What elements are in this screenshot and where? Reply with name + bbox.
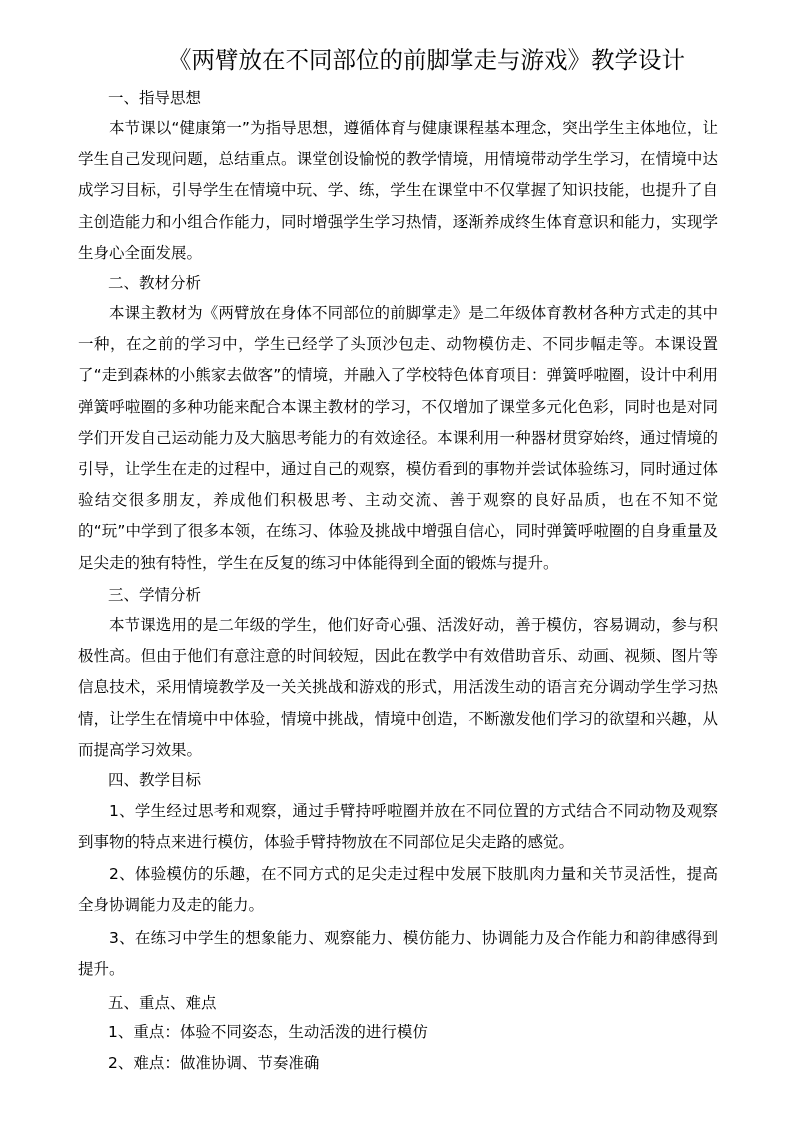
difficulty-line: 2、难点：做准协调、节奏准确	[108, 1054, 320, 1072]
paragraph-guiding-ideology: 本节课以“健康第一”为指导思想，遵循体育与健康课程基本理念，突出学生主体地位，让学生自己发现问题，总结重点。课堂创设愉悦的教学情境，用情境带动学生学习，在情境中达成学习目标，引导学生在情境中玩、学、练，学生在课堂中不仅掌握了知识技能，也提升了自主创造能力和小组合作能力，同时增强学生学习热情，逐渐养成终生体育意识和能力，实现学生身心全面发展。	[78, 119, 718, 262]
goal-item-1: 1、学生经过思考和观察，通过手臂持呼啦圈并放在不同位置的方式结合不同动物及观察到事物的特点来进行模仿，体验手臂持物放在不同部位足尖走路的感觉。	[78, 802, 718, 852]
section-heading-teaching-goals: 四、教学目标	[108, 771, 202, 789]
section-heading-key-points: 五、重点、难点	[108, 994, 217, 1012]
paragraph-student-analysis: 本节课选用的是二年级的学生，他们好奇心强、活泼好动，善于模仿，容易调动，参与积极性高。但由于他们有意注意的时间较短，因此在教学中有效借助音乐、动画、视频、图片等信息技术，采用情境教学及一关关挑战和游戏的形式，用活泼生动的语言充分调动学生学习热情，让学生在情境中中体验，情境中挑战，情境中创造，不断激发他们学习的欲望和兴趣，从而提高学习效果。	[78, 616, 718, 759]
goal-item-2: 2、体验模仿的乐趣，在不同方式的足尖走过程中发展下肢肌肉力量和关节灵活性，提高全身协调能力及走的能力。	[78, 865, 718, 915]
section-heading-guiding-ideology: 一、指导思想	[108, 89, 202, 107]
document-title: 《两臂放在不同部位的前脚掌走与游戏》教学设计	[168, 46, 685, 74]
section-heading-student-analysis: 三、学情分析	[108, 586, 202, 604]
key-point-line: 1、重点：体验不同姿态，生动活泼的进行模仿	[108, 1023, 428, 1041]
goal-item-3: 3、在练习中学生的想象能力、观察能力、模仿能力、协调能力及合作能力和韵律感得到提升。	[78, 929, 718, 979]
paragraph-material-analysis: 本课主教材为《两臂放在身体不同部位的前脚掌走》是二年级体育教材各种方式走的其中一种，在之前的学习中，学生已经学了头顶沙包走、动物模仿走、不同步幅走等。本课设置了“走到森林的小熊家去做客”的情境，并融入了学校特色体育项目：弹簧呼啦圈，设计中利用弹簧呼啦圈的多种功能来配合本课主教材的学习，不仅增加了课堂多元化色彩，同时也是对同学们开发自己运动能力及大脑思考能力的有效途径。本课利用一种器材贯穿始终，通过情境的引导，让学生在走的过程中，通过自己的观察，模仿看到的事物并尝试体验练习，同时通过体验结交很多朋友，养成他们积极思考、主动交流、善于观察的良好品质，也在不知不觉的“玩”中学到了很多本领，在练习、体验及挑战中增强自信心，同时弹簧呼啦圈的自身重量及足尖走的独有特性，学生在反复的练习中体能得到全面的锻炼与提升。	[78, 304, 718, 572]
section-heading-material-analysis: 二、教材分析	[108, 274, 202, 292]
